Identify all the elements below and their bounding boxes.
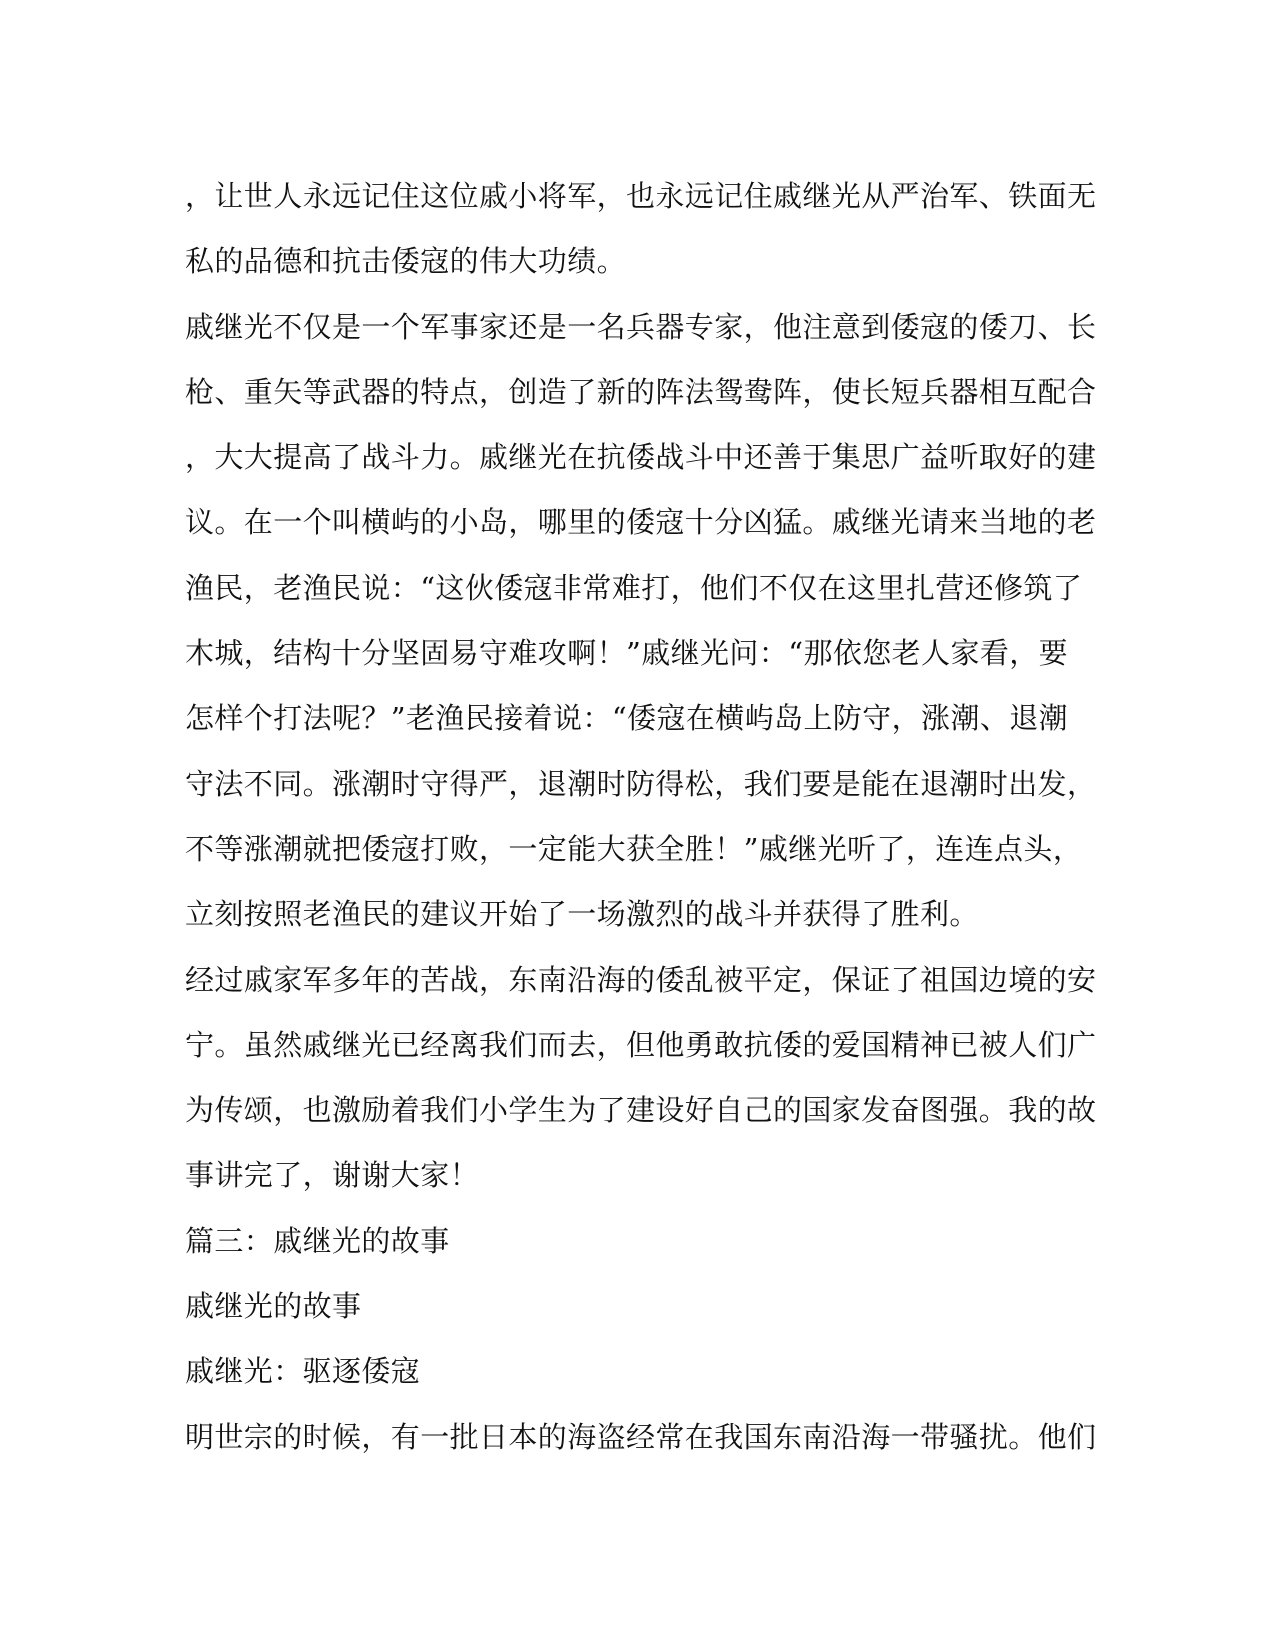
text-line: 渔民，老渔民说：“这伙倭寇非常难打，他们不仅在这里扎营还修筑了 <box>185 570 1083 605</box>
text-line: 事讲完了，谢谢大家！ <box>185 1158 480 1193</box>
text-line: 戚继光不仅是一个军事家还是一名兵器专家，他注意到倭寇的倭刀、长 <box>185 309 1097 344</box>
text-line: 为传颂，也激励着我们小学生为了建设好自己的国家发奋图强。我的故 <box>185 1093 1097 1128</box>
story-subtitle: 戚继光：驱逐倭寇 <box>185 1354 421 1389</box>
text-line: 宁。虽然戚继光已经离我们而去，但他勇敢抗倭的爱国精神已被人们广 <box>185 1027 1097 1062</box>
text-line: 议。在一个叫横屿的小岛，哪里的倭寇十分凶猛。戚继光请来当地的老 <box>185 505 1097 540</box>
text-line: 经过戚家军多年的苦战，东南沿海的倭乱被平定，保证了祖国边境的安 <box>185 962 1097 997</box>
text-line: 怎样个打法呢？”老渔民接着说：“倭寇在横屿岛上防守，涨潮、退潮 <box>185 701 1069 736</box>
section-heading: 篇三：戚继光的故事 <box>185 1223 450 1258</box>
text-line: 私的品德和抗击倭寇的伟大功绩。 <box>185 244 627 279</box>
text-line: 立刻按照老渔民的建议开始了一场激烈的战斗并获得了胜利。 <box>185 897 979 932</box>
story-title: 戚继光的故事 <box>185 1289 362 1324</box>
body-text <box>185 164 1095 1470</box>
text-line: 守法不同。涨潮时守得严，退潮时防得松，我们要是能在退潮时出发， <box>185 766 1097 801</box>
text-line: ，让世人永远记住这位戚小将军，也永远记住戚继光从严治军、铁面无 <box>185 179 1097 213</box>
text-line: 枪、重矢等武器的特点，创造了新的阵法鸳鸯阵，使长短兵器相互配合 <box>185 374 1097 409</box>
text-line: 木城，结构十分坚固易守难攻啊！”戚继光问：“那依您老人家看，要 <box>185 636 1069 671</box>
text-line: ，大大提高了战斗力。戚继光在抗倭战斗中还善于集思广益听取好的建 <box>185 440 1097 475</box>
text-line: 明世宗的时候，有一批日本的海盗经常在我国东南沿海一带骚扰。他们 <box>185 1419 1097 1454</box>
text-line: 不等涨潮就把倭寇打败，一定能大获全胜！”戚继光听了，连连点头， <box>185 831 1083 866</box>
